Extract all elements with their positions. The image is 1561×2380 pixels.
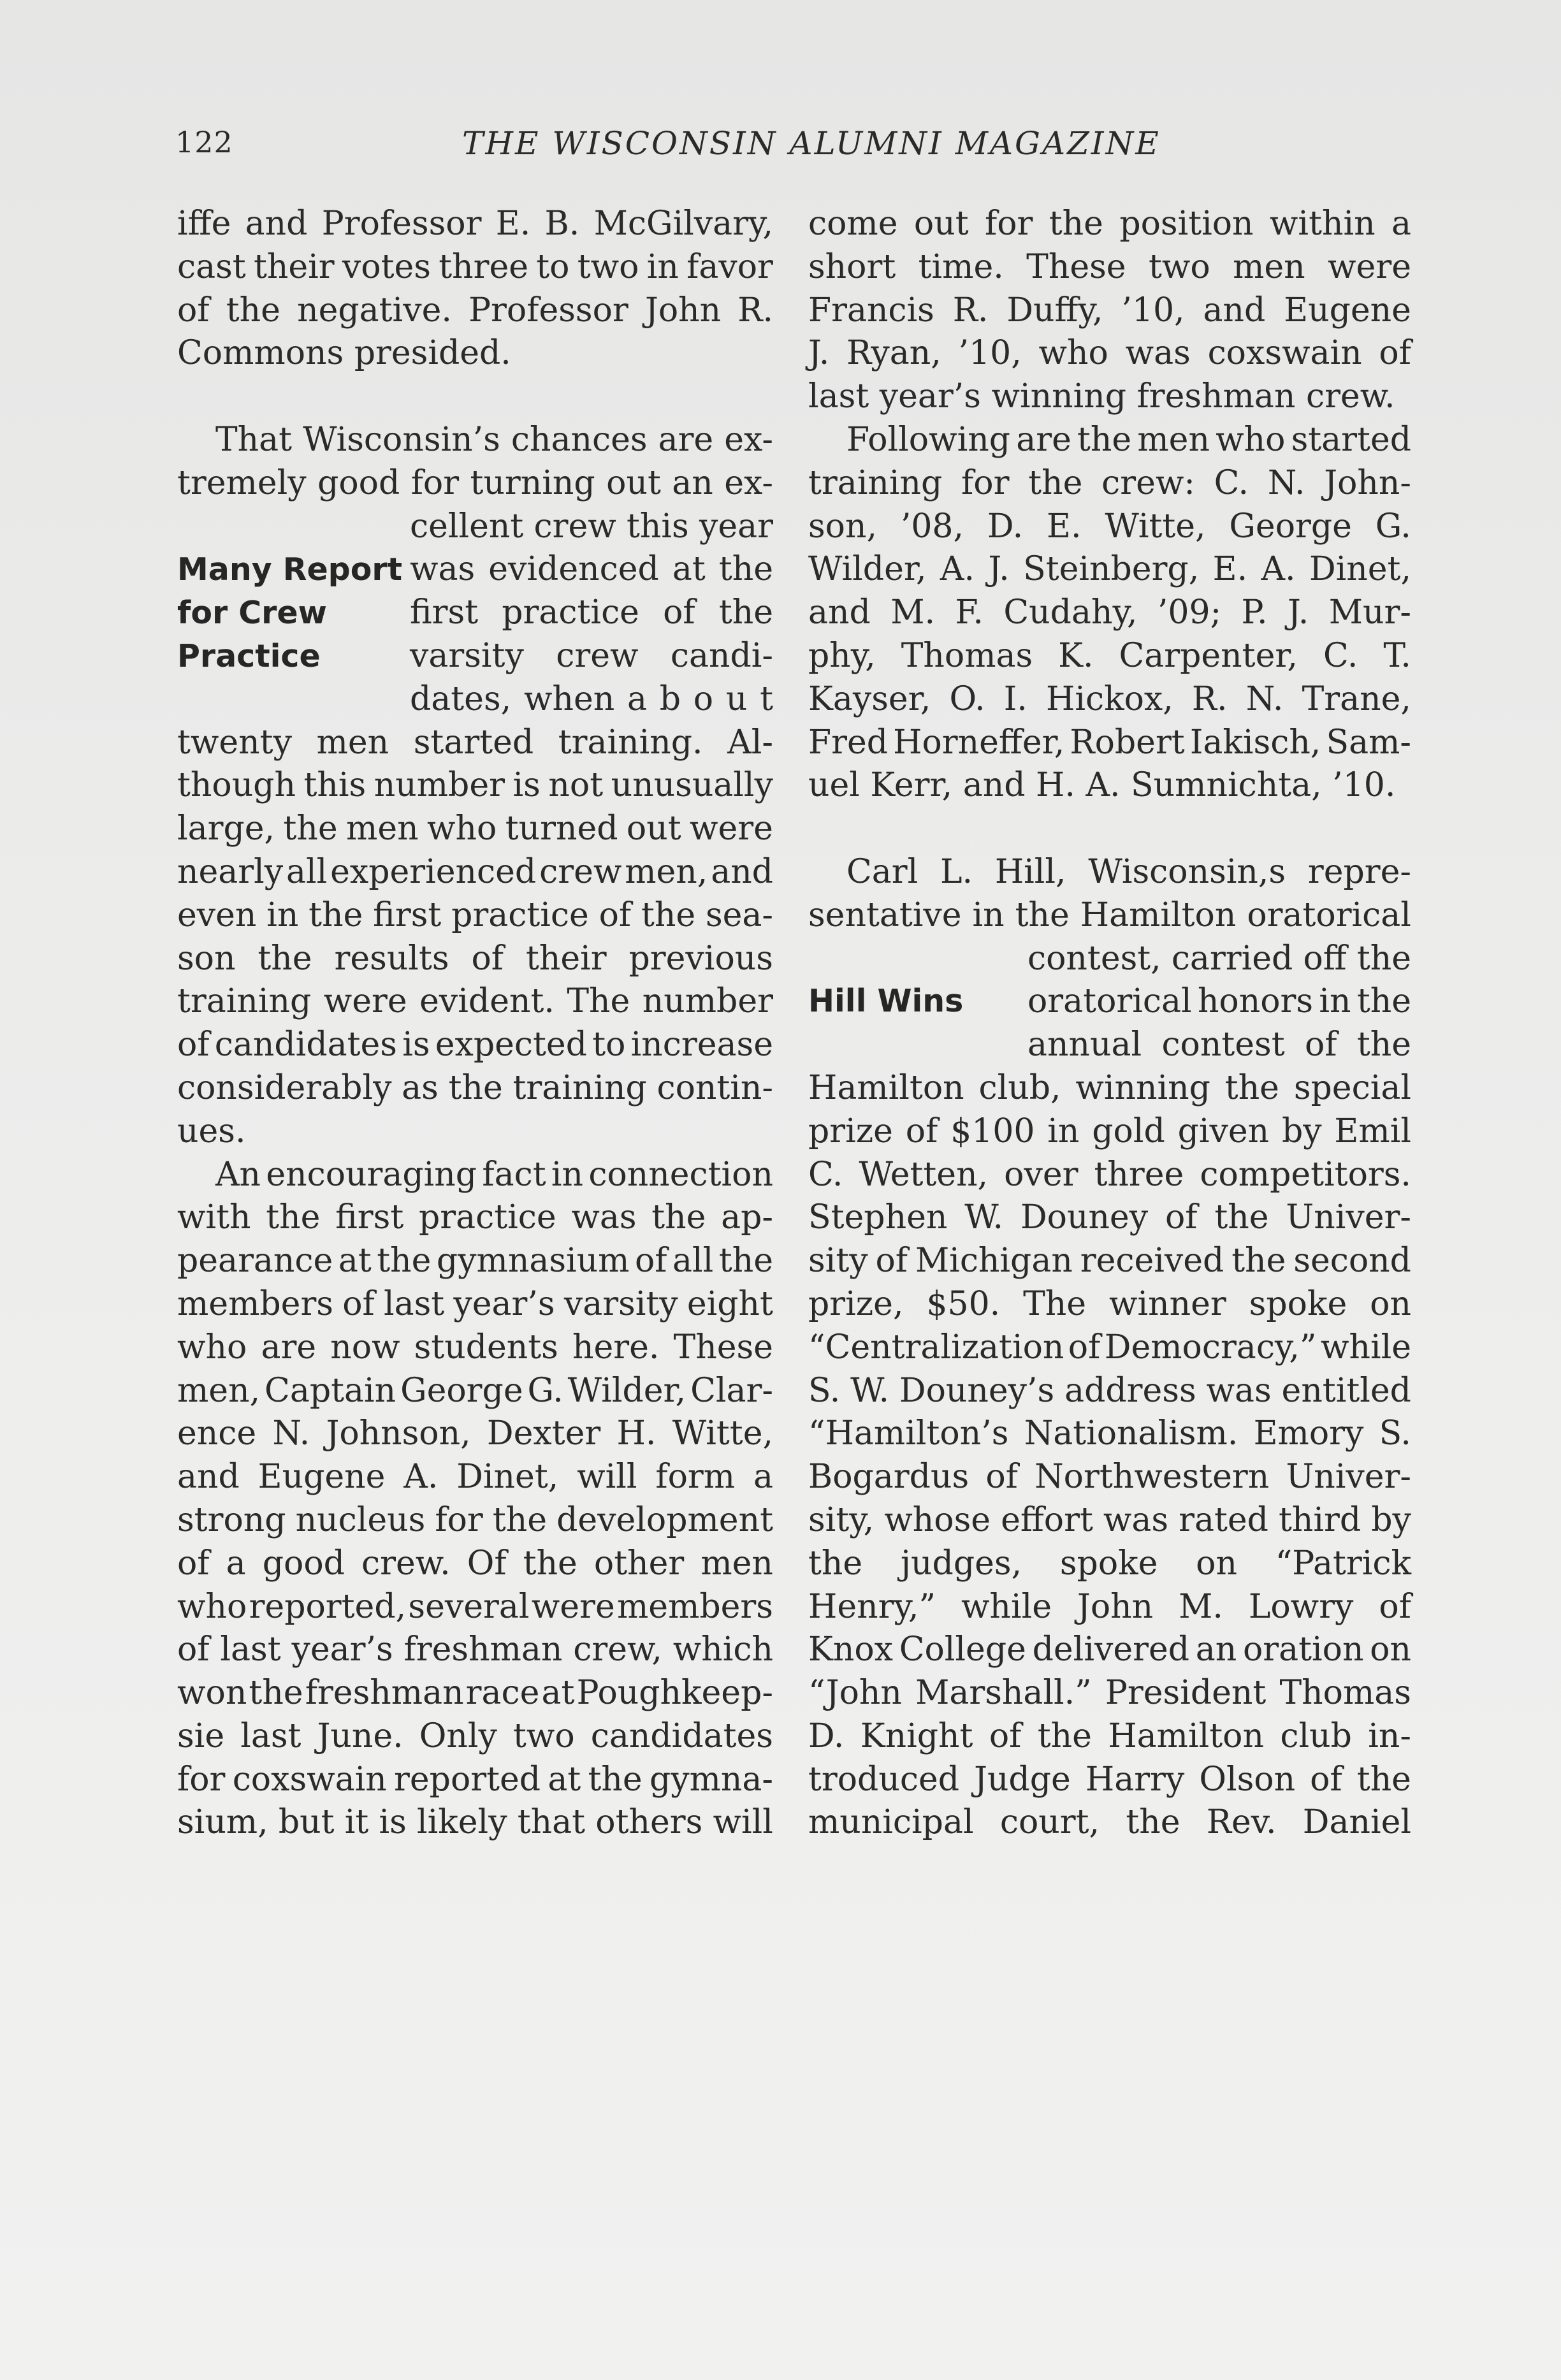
text-line: training were evident. The number xyxy=(177,982,773,1021)
text-line: first practice of the xyxy=(410,593,773,632)
text-line: sium, but it is likely that others will xyxy=(177,1803,773,1842)
text-line: sity of Michigan received the second xyxy=(808,1242,1411,1281)
sidehead-line: Practice xyxy=(177,638,321,674)
text-line: of candidates is expected to increase xyxy=(177,1026,773,1064)
text-line: come out for the position within a xyxy=(808,205,1411,243)
text-line: of last year’s freshman crew, which xyxy=(177,1630,773,1669)
text-line: uel Kerr, and H. A. Sumnichta, ’10. xyxy=(808,766,1396,805)
left-column xyxy=(177,203,773,1845)
text-line: Carl L. Hill, Wisconsin,s repre- xyxy=(846,852,1411,891)
text-line: Stephen W. Douney of the Univer- xyxy=(808,1198,1411,1237)
text-line: Following are the men who started xyxy=(846,420,1411,459)
text-line: and Eugene A. Dinet, will form a xyxy=(177,1458,773,1497)
text-line: contest, carried off the xyxy=(1027,939,1411,978)
sidehead-line: for Crew xyxy=(177,595,327,631)
text-line: with the first practice was the ap- xyxy=(177,1198,773,1237)
text-line: An encouraging fact in connection xyxy=(215,1155,773,1194)
text-line: large, the men who turned out were xyxy=(177,809,773,848)
text-line: iffe and Professor E. B. McGilvary, xyxy=(177,205,773,243)
text-line: D. Knight of the Hamilton club in- xyxy=(808,1716,1411,1755)
sidehead-hill-wins xyxy=(808,980,963,1023)
text-line: sentative in the Hamilton oratorical xyxy=(808,896,1411,934)
text-line: even in the first practice of the sea- xyxy=(177,896,773,934)
text-line: strong nucleus for the development xyxy=(177,1500,773,1539)
text-line: won the freshman race at Poughkeep- xyxy=(177,1674,773,1713)
text-line: troduced Judge Harry Olson of the xyxy=(808,1760,1411,1799)
right-column-text xyxy=(808,203,1411,1845)
right-column xyxy=(808,203,1411,1845)
sidehead-line: Hill Wins xyxy=(808,983,964,1019)
text-line: tremely good for turning out an ex- xyxy=(177,463,773,502)
paragraph-gap xyxy=(177,375,773,419)
text-line: “Centralization of Democracy,” while xyxy=(808,1328,1411,1367)
text-line: Knox College delivered an oration on xyxy=(808,1630,1411,1669)
sidehead-many-report-for-crew-practice xyxy=(177,548,402,678)
text-line: Fred Horneffer, Robert Iakisch, Sam- xyxy=(808,723,1411,762)
text-line: That Wisconsin’s chances are ex- xyxy=(215,420,773,459)
text-line: phy, Thomas K. Carpenter, C. T. xyxy=(808,636,1411,675)
text-line: men, Captain George G. Wilder, Clar- xyxy=(177,1371,773,1410)
running-title: THE WISCONSIN ALUMNI MAGAZINE xyxy=(462,125,1161,162)
text-line: Bogardus of Northwestern Univer- xyxy=(808,1458,1411,1497)
text-line: of the negative. Professor John R. xyxy=(177,291,773,330)
text-line: cast their votes three to two in favor xyxy=(177,247,773,286)
text-line: nearly all experienced crew men, and xyxy=(177,852,773,891)
text-line: municipal court, the Rev. Daniel xyxy=(808,1803,1411,1842)
text-line: “Hamilton’s Nationalism. Emory S. xyxy=(808,1414,1411,1453)
text-line: short time. These two men were xyxy=(808,247,1411,286)
text-line: Wilder, A. J. Steinberg, E. A. Dinet, xyxy=(808,550,1411,589)
text-line: sie last June. Only two candidates xyxy=(177,1716,773,1755)
paragraph-gap xyxy=(808,808,1411,851)
text-line: son, ’08, D. E. Witte, George G. xyxy=(808,507,1411,546)
text-line: sity, whose effort was rated third by xyxy=(808,1500,1411,1539)
text-line: “John Marshall.” President Thomas xyxy=(808,1674,1411,1713)
text-line: members of last year’s varsity eight xyxy=(177,1284,773,1323)
text-line: Francis R. Duffy, ’10, and Eugene xyxy=(808,291,1411,330)
sidehead-line: Many Report xyxy=(177,551,403,588)
text-line: Hamilton club, winning the special xyxy=(808,1068,1411,1107)
left-column-text xyxy=(177,203,773,1845)
text-line: the judges, spoke on “Patrick xyxy=(808,1544,1411,1583)
text-line: and M. F. Cudahy, ’09; P. J. Mur- xyxy=(808,593,1411,632)
text-line: dates, when a b o u t xyxy=(410,679,773,718)
text-line: cellent crew this year xyxy=(410,507,773,546)
text-line: training for the crew: C. N. John- xyxy=(808,463,1411,502)
text-line: pearance at the gymnasium of all the xyxy=(177,1242,773,1281)
text-line: was evidenced at the xyxy=(410,550,773,589)
text-line: prize, $50. The winner spoke on xyxy=(808,1284,1411,1323)
text-line: C. Wetten, over three competitors. xyxy=(808,1155,1411,1194)
text-line: though this number is not unusually xyxy=(177,766,773,805)
text-line: Henry,” while John M. Lowry of xyxy=(808,1587,1411,1626)
text-line: of a good crew. Of the other men xyxy=(177,1544,773,1583)
text-line: ence N. Johnson, Dexter H. Witte, xyxy=(177,1414,773,1453)
page-header xyxy=(175,125,1386,170)
text-line: oratorical honors in the xyxy=(1027,982,1411,1021)
text-line: last year’s winning freshman crew. xyxy=(808,377,1395,416)
text-line: prize of $100 in gold given by Emil xyxy=(808,1112,1411,1150)
page-number: 122 xyxy=(175,125,233,159)
text-line: who are now students here. These xyxy=(177,1328,773,1367)
text-line: varsity crew candi- xyxy=(410,636,773,675)
text-line: J. Ryan, ’10, who was coxswain of xyxy=(808,334,1411,373)
text-line: twenty men started training. Al- xyxy=(177,723,773,762)
text-line: for coxswain reported at the gymna- xyxy=(177,1760,773,1799)
text-line: who reported, several were members xyxy=(177,1587,773,1626)
text-line: son the results of their previous xyxy=(177,939,773,978)
text-line: Kayser, O. I. Hickox, R. N. Trane, xyxy=(808,679,1411,718)
text-line: annual contest of the xyxy=(1027,1026,1411,1064)
text-line: Commons presided. xyxy=(177,334,511,373)
text-line: considerably as the training contin- xyxy=(177,1068,773,1107)
text-line: ues. xyxy=(177,1112,246,1150)
text-line: S. W. Douney’s address was entitled xyxy=(808,1371,1411,1410)
